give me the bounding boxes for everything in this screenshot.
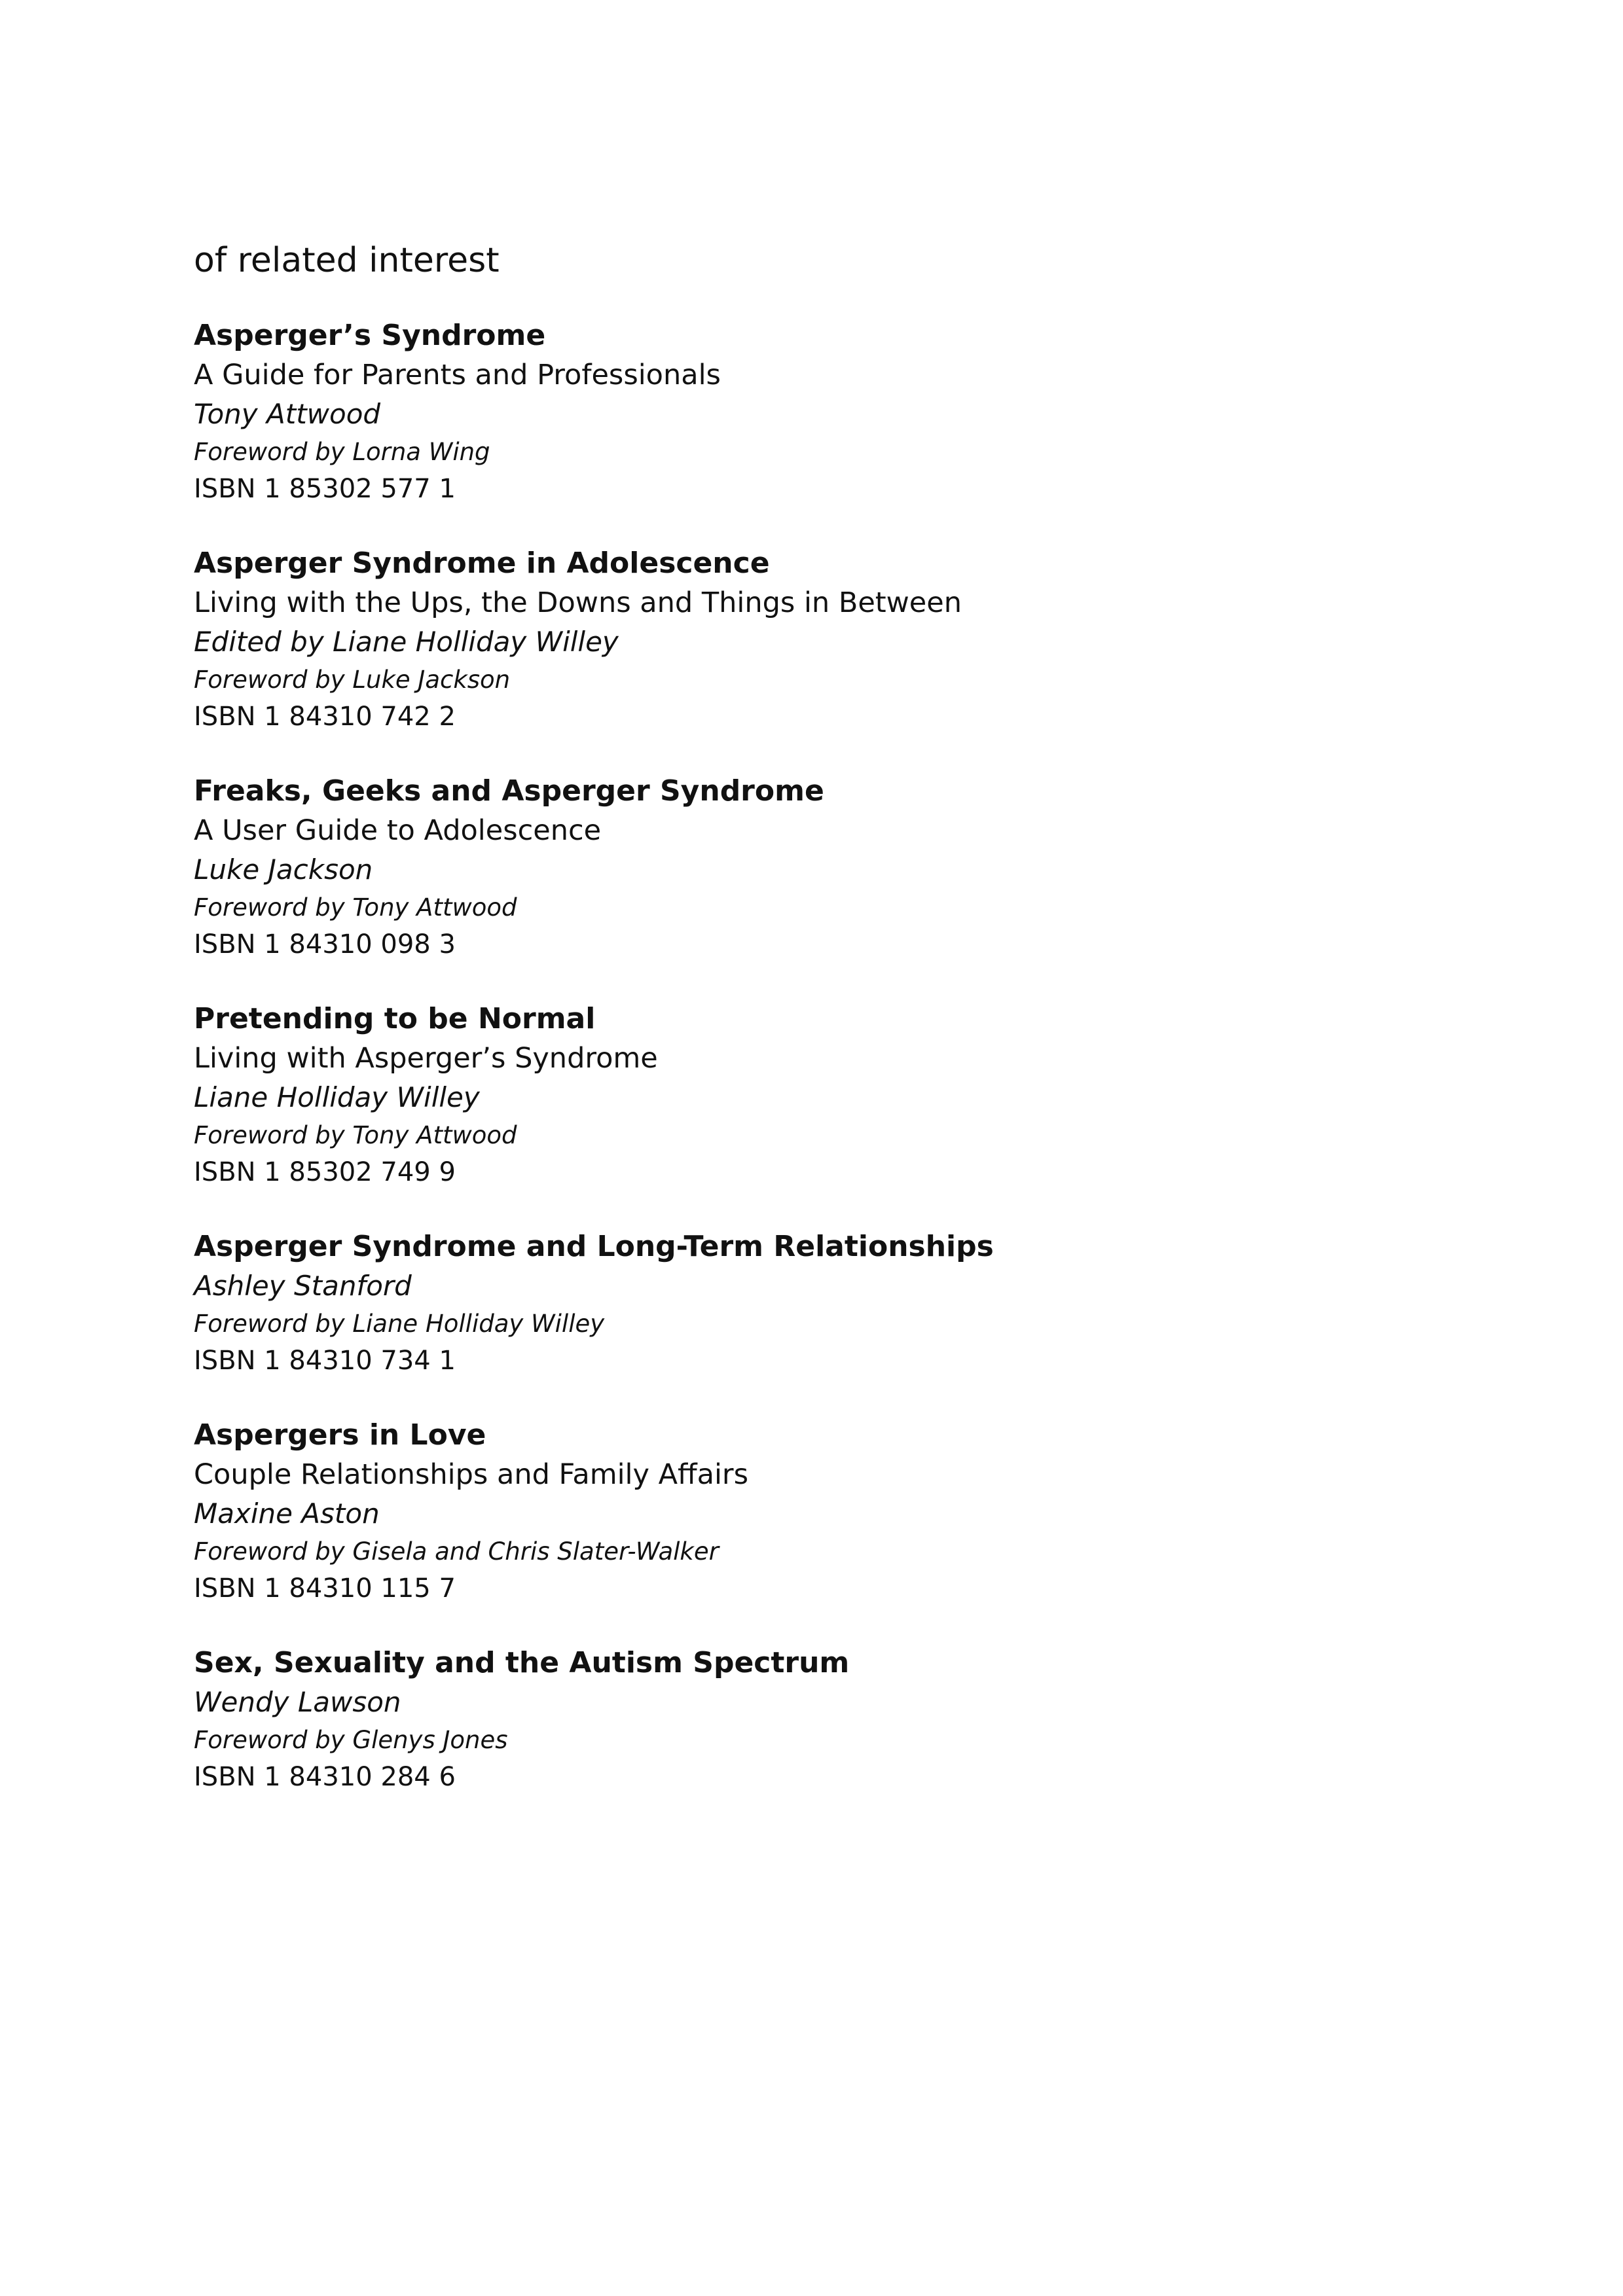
book-author: Wendy Lawson <box>194 1686 401 1719</box>
book-subtitle: A User Guide to Adolescence <box>194 814 602 848</box>
book-subtitle: Living with the Ups, the Downs and Things in Between <box>194 586 962 620</box>
book-title: Freaks, Geeks and Asperger Syndrome <box>194 774 824 808</box>
book-author: Luke Jackson <box>194 853 373 886</box>
book-title: Pretending to be Normal <box>194 1002 596 1036</box>
book-title: Asperger Syndrome and Long-Term Relationships <box>194 1230 994 1264</box>
book-entry <box>194 316 1438 507</box>
book-foreword: Foreword by Tony Attwood <box>194 893 517 922</box>
book-author: Edited by Liane Holliday Willey <box>194 626 619 658</box>
book-subtitle: Living with Asperger’s Syndrome <box>194 1042 658 1075</box>
book-foreword: Foreword by Liane Holliday Willey <box>194 1310 605 1338</box>
book-isbn: ISBN 1 84310 742 2 <box>194 702 456 732</box>
related-books-page <box>194 242 1438 1832</box>
book-entry <box>194 544 1438 735</box>
book-author: Maxine Aston <box>194 1498 380 1530</box>
book-entry <box>194 1227 1438 1379</box>
book-foreword: Foreword by Lorna Wing <box>194 438 490 467</box>
book-title: Asperger Syndrome in Adolescence <box>194 547 770 581</box>
book-entry <box>194 999 1438 1191</box>
related-interest-heading: of related interest <box>194 241 500 280</box>
book-entry <box>194 772 1438 963</box>
book-author: Liane Holliday Willey <box>194 1081 480 1114</box>
book-foreword: Foreword by Tony Attwood <box>194 1121 517 1150</box>
book-foreword: Foreword by Luke Jackson <box>194 666 511 694</box>
book-author: Tony Attwood <box>194 398 381 431</box>
book-author: Ashley Stanford <box>194 1270 412 1302</box>
book-isbn: ISBN 1 84310 115 7 <box>194 1573 456 1604</box>
book-title: Asperger’s Syndrome <box>194 319 546 353</box>
book-foreword: Foreword by Gisela and Chris Slater-Walker <box>194 1537 719 1566</box>
book-subtitle: Couple Relationships and Family Affairs <box>194 1458 749 1492</box>
book-title: Sex, Sexuality and the Autism Spectrum <box>194 1646 850 1680</box>
book-isbn: ISBN 1 85302 749 9 <box>194 1157 456 1188</box>
book-isbn: ISBN 1 84310 284 6 <box>194 1762 456 1793</box>
book-isbn: ISBN 1 84310 734 1 <box>194 1346 456 1376</box>
book-entry <box>194 1643 1438 1795</box>
book-isbn: ISBN 1 85302 577 1 <box>194 474 456 505</box>
book-title: Aspergers in Love <box>194 1418 486 1452</box>
book-isbn: ISBN 1 84310 098 3 <box>194 929 456 960</box>
book-subtitle: A Guide for Parents and Professionals <box>194 359 721 392</box>
book-foreword: Foreword by Glenys Jones <box>194 1726 508 1755</box>
book-entry <box>194 1416 1438 1607</box>
